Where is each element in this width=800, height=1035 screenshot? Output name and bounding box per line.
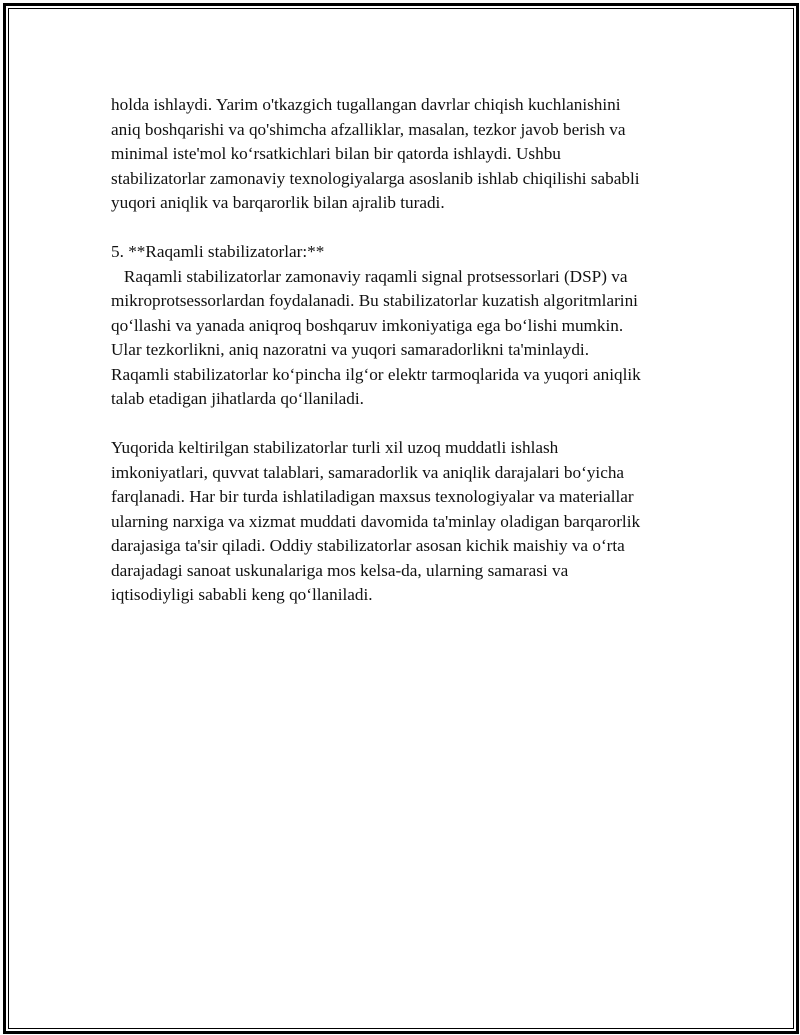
- paragraph-spacer: [111, 216, 711, 241]
- text-line: yuqori aniqlik va barqarorlik bilan ajralib turadi.: [111, 193, 445, 212]
- text-line: Raqamli stabilizatorlar zamonaviy raqamli signal protsessorlari (DSP) va: [111, 266, 628, 286]
- text-line: Raqamli stabilizatorlar ko‘pincha ilg‘or elektr tarmoqlarida va yuqori aniqlik: [111, 364, 641, 384]
- section-heading: 5. **Raqamli stabilizatorlar:**: [111, 242, 325, 261]
- text-line: Ular tezkorlikni, aniq nazoratni va yuqori samaradorlikni ta'minlaydi.: [111, 340, 589, 359]
- text-line: darajasiga ta'sir qiladi. Oddiy stabilizatorlar asosan kichik maishiy va o‘rta: [111, 536, 625, 555]
- text-line: mikroprotsessorlardan foydalanadi. Bu stabilizatorlar kuzatish algoritmlarini: [111, 291, 638, 310]
- text-line: iqtisodiyligi sababli keng qo‘llaniladi.: [111, 585, 373, 604]
- text-line: qo‘llashi va yanada aniqroq boshqaruv imkoniyatiga ega bo‘lishi mumkin.: [111, 315, 624, 335]
- text-line: aniq boshqarishi va qo'shimcha afzalliklar, masalan, tezkor javob berish va: [111, 119, 626, 139]
- text-line: imkoniyatlari, quvvat talablari, samaradorlik va aniqlik darajalari bo‘yicha: [111, 462, 625, 482]
- paragraph-continuation: [111, 93, 711, 216]
- text-line: ularning narxiga va xizmat muddati davomida ta'minlay oladigan barqarorlik: [111, 511, 641, 531]
- text-line: minimal iste'mol ko‘rsatkichlari bilan bir qatorda ishlaydi. Ushbu: [111, 144, 561, 163]
- paragraph-spacer: [111, 412, 711, 437]
- document-body: [111, 93, 711, 608]
- text-line: stabilizatorlar zamonaviy texnologiyalarga asoslanib ishlab chiqilishi sababli: [111, 168, 640, 188]
- text-line: darajadagi sanoat uskunalariga mos kelsa-da, ularning samarasi va: [111, 560, 569, 580]
- text-line: farqlanadi. Har bir turda ishlatiladigan maxsus texnologiyalar va materiallar: [111, 487, 634, 506]
- paragraph-summary: [111, 436, 711, 608]
- text-line: talab etadigan jihatlarda qo‘llaniladi.: [111, 389, 364, 408]
- paragraph-digital-stabilizers: [111, 240, 711, 412]
- text-line: Yuqorida keltirilgan stabilizatorlar turli xil uzoq muddatli ishlash: [111, 438, 559, 457]
- text-line: holda ishlaydi. Yarim o'tkazgich tugallangan davrlar chiqish kuchlanishini: [111, 95, 621, 114]
